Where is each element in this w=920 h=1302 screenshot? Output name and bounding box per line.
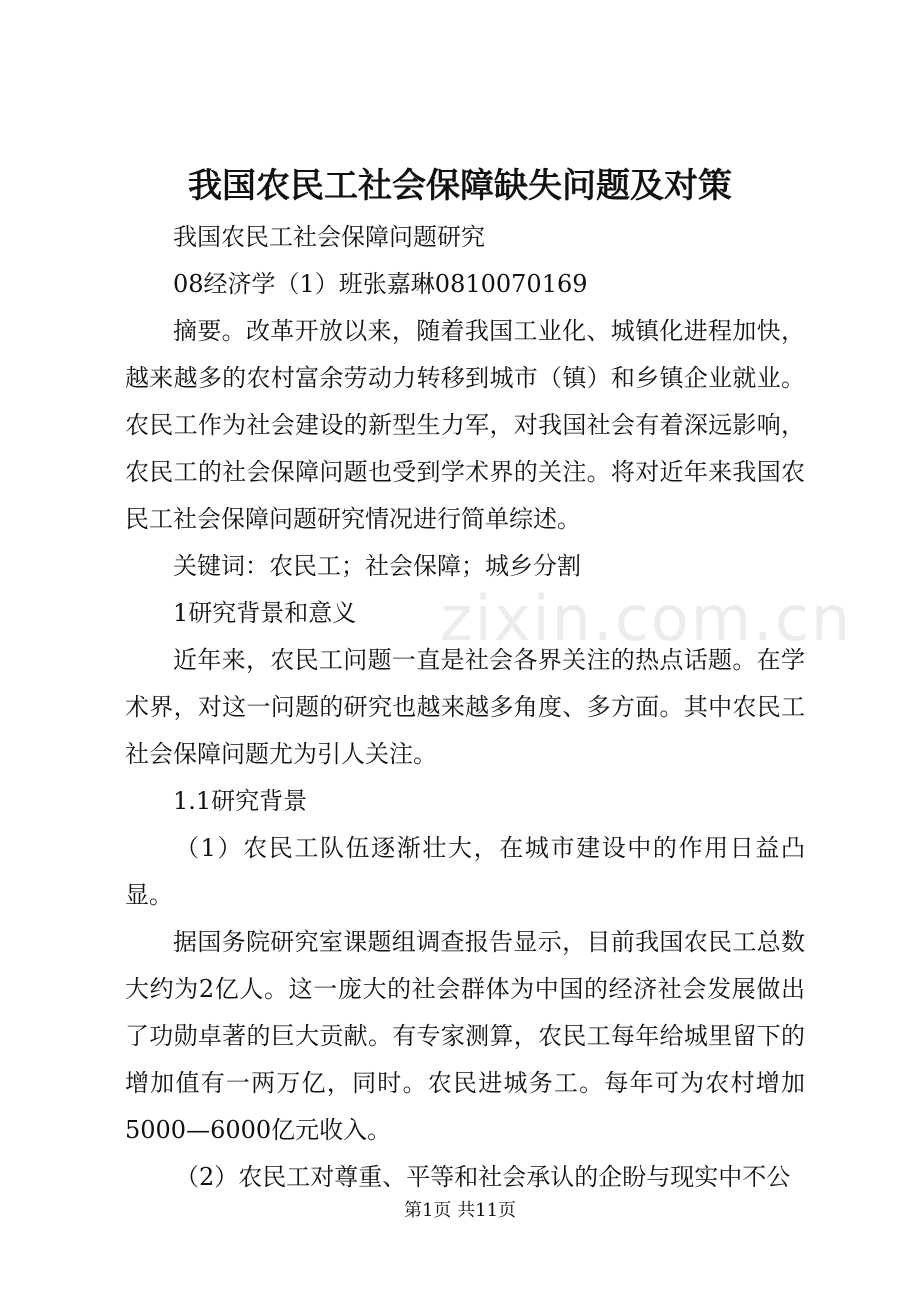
body-paragraph: 近年来，农民工问题一直是社会各界关注的热点话题。在学术界，对这一问题的研究也越来越多角度、多方面。其中农民工社会保障问题尤为引人关注。 (125, 646, 805, 768)
document-title: 我国农民工社会保障缺失问题及对策 (188, 166, 732, 206)
page-footer: 第1页 共11页 (403, 1200, 517, 1221)
list-item: （1）农民工队伍逐渐壮大，在城市建设中的作用日益凸显。 (125, 834, 805, 909)
watermark: zixin.com.cn (440, 582, 853, 655)
subsection-heading: 1.1研究背景 (173, 787, 308, 815)
section-heading: 1研究背景和意义 (173, 599, 357, 627)
document-body (125, 214, 805, 1201)
author-line: 08经济学（1）班张嘉琳0810070169 (173, 270, 588, 298)
body-paragraph: 据国务院研究室课题组调查报告显示，目前我国农民工总数大约为2亿人。这一庞大的社会群体为中国的经济社会发展做出了功勋卓著的巨大贡献。有专家测算，农民工每年给城里留下的增加值有一两万亿，同时。农民进城务工。每年可为农村增加5000—6000亿元收入。 (125, 928, 805, 1144)
list-item: （2）农民工对尊重、平等和社会承认的企盼与现实中不公 (175, 1163, 791, 1191)
abstract-paragraph: 摘要。改革开放以来，随着我国工业化、城镇化进程加快，越来越多的农村富余劳动力转移到城市（镇）和乡镇企业就业。农民工作为社会建设的新型生力军，对我国社会有着深远影响，农民工的社会保障问题也受到学术界的关注。将对近年来我国农民工社会保障问题研究情况进行简单综述。 (125, 317, 805, 533)
keywords-line: 关键词：农民工；社会保障；城乡分割 (173, 552, 581, 580)
subtitle: 我国农民工社会保障问题研究 (173, 223, 485, 251)
